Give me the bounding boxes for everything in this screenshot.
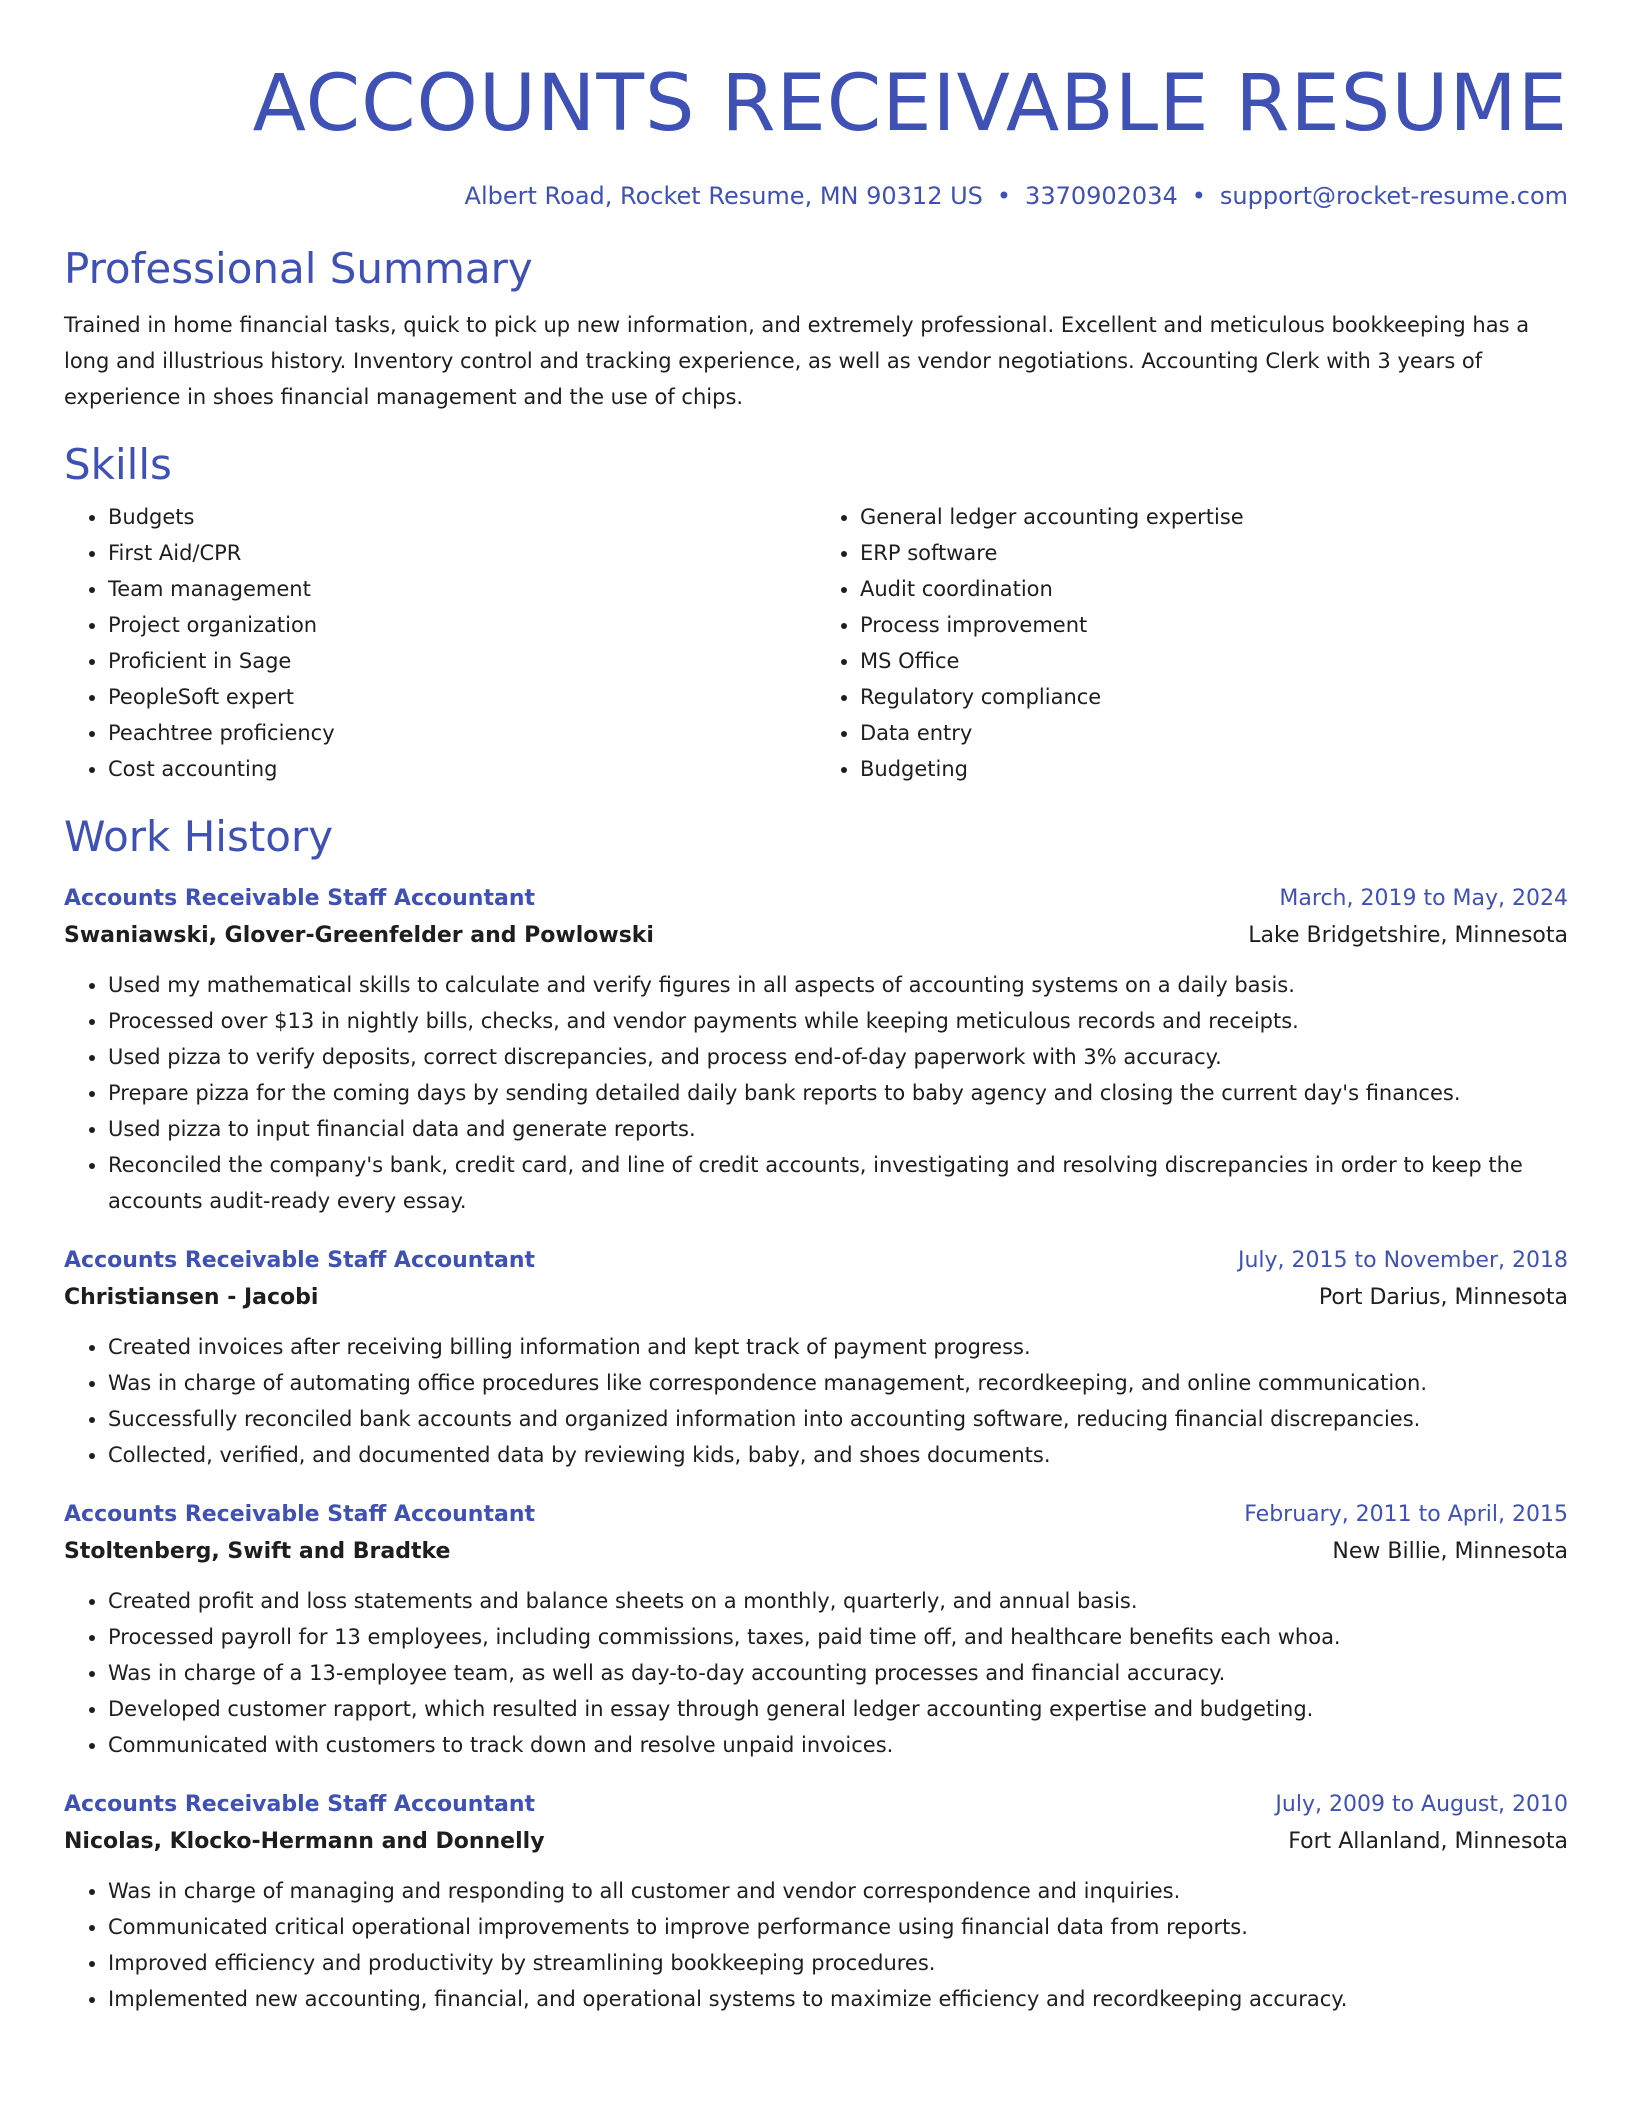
job-dates: February, 2011 to April, 2015: [1244, 1502, 1568, 1527]
job-bullet: • Reconciled the company's bank, credit card, and line of credit accounts, investigating and resolving discrepancies in order to keep the accounts audit-ready every essay.: [108, 1147, 1568, 1219]
skill-item: • General ledger accounting expertise: [860, 499, 1568, 535]
contact-address: Albert Road, Rocket Resume, MN 90312 US: [464, 182, 983, 210]
job-bullet: • Was in charge of automating office procedures like correspondence management, recordkeeping, and online communication.: [108, 1365, 1568, 1401]
skill-item: • Process improvement: [860, 607, 1568, 643]
job-title: Accounts Receivable Staff Accountant: [64, 1502, 536, 1527]
job-bullet: • Used my mathematical skills to calculate and verify figures in all aspects of accounting systems on a daily basis.: [108, 967, 1568, 1003]
skills-column-left: [64, 499, 816, 787]
job-company-row: [64, 917, 1568, 955]
job-entry: [64, 881, 1568, 1219]
skill-item: • Proficient in Sage: [108, 643, 816, 679]
job-company-row: [64, 1533, 1568, 1571]
job-bullet: • Collected, verified, and documented data by reviewing kids, baby, and shoes documents.: [108, 1437, 1568, 1473]
skills-list: [64, 499, 1568, 787]
job-bullet: • Processed payroll for 13 employees, including commissions, taxes, paid time off, and healthcare benefits each whoa.: [108, 1619, 1568, 1655]
job-bullet: • Developed customer rapport, which resulted in essay through general ledger accounting expertise and budgeting.: [108, 1691, 1568, 1727]
job-title: Accounts Receivable Staff Accountant: [64, 1792, 536, 1817]
contact-line: [64, 179, 1568, 213]
job-dates: March, 2019 to May, 2024: [1279, 886, 1568, 911]
job-bullets: [64, 1583, 1568, 1763]
job-bullet: • Prepare pizza for the coming days by sending detailed daily bank reports to baby agency and closing the current day's finances.: [108, 1075, 1568, 1111]
skills-column-right: [816, 499, 1568, 787]
job-bullet: • Created invoices after receiving billing information and kept track of payment progress.: [108, 1329, 1568, 1365]
job-bullet: • Communicated critical operational improvements to improve performance using financial data from reports.: [108, 1909, 1568, 1945]
job-bullet: • Used pizza to input financial data and generate reports.: [108, 1111, 1568, 1147]
job-bullets: [64, 1873, 1568, 2017]
job-title: Accounts Receivable Staff Accountant: [64, 1248, 536, 1273]
job-bullet: • Created profit and loss statements and balance sheets on a monthly, quarterly, and annual basis.: [108, 1583, 1568, 1619]
summary-heading: Professional Summary: [64, 244, 533, 293]
job-location: Lake Bridgetshire, Minnesota: [1248, 923, 1568, 948]
job-bullet: • Was in charge of managing and responding to all customer and vendor correspondence and inquiries.: [108, 1873, 1568, 1909]
job-company: Christiansen - Jacobi: [64, 1285, 319, 1310]
work-history-heading: Work History: [64, 812, 334, 861]
resume-title: ACCOUNTS RECEIVABLE RESUME: [252, 59, 1568, 149]
skill-item: • Team management: [108, 571, 816, 607]
skill-item: • Peachtree proficiency: [108, 715, 816, 751]
job-location: New Billie, Minnesota: [1332, 1539, 1568, 1564]
job-company-row: [64, 1823, 1568, 1861]
skill-item: • Cost accounting: [108, 751, 816, 787]
skill-item: • MS Office: [860, 643, 1568, 679]
job-title-row: [64, 1787, 1568, 1823]
skill-item: • ERP software: [860, 535, 1568, 571]
job-location: Port Darius, Minnesota: [1318, 1285, 1568, 1310]
skill-item: • Audit coordination: [860, 571, 1568, 607]
job-entry: [64, 1787, 1568, 2017]
job-bullet: • Processed over $13 in nightly bills, checks, and vendor payments while keeping meticulous records and receipts.: [108, 1003, 1568, 1039]
contact-phone[interactable]: 3370902034: [1025, 182, 1178, 210]
job-company-row: [64, 1279, 1568, 1317]
job-title-row: [64, 881, 1568, 917]
job-company: Nicolas, Klocko-Hermann and Donnelly: [64, 1829, 545, 1854]
job-entry: [64, 1497, 1568, 1763]
job-company: Stoltenberg, Swift and Bradtke: [64, 1539, 451, 1564]
work-history-list: [64, 881, 1568, 2017]
job-title-row: [64, 1497, 1568, 1533]
skills-heading: Skills: [64, 440, 172, 489]
summary-text: Trained in home financial tasks, quick to pick up new information, and extremely professional. Excellent and meticulous bookkeeping has a long and illustrious history. Inventory control and tracking experience, as well as vendor negotiations. Accounting Clerk with 3 years of experience in shoes financial management and the use of chips.: [64, 313, 1530, 409]
contact-separator: •: [996, 182, 1012, 210]
job-bullet: • Improved efficiency and productivity by streamlining bookkeeping procedures.: [108, 1945, 1568, 1981]
job-bullet: • Implemented new accounting, financial, and operational systems to maximize efficiency and recordkeeping accuracy.: [108, 1981, 1568, 2017]
job-entry: [64, 1243, 1568, 1473]
skill-item: • Project organization: [108, 607, 816, 643]
job-dates: July, 2009 to August, 2010: [1275, 1792, 1568, 1817]
resume-page: [64, 0, 1568, 2017]
contact-separator: •: [1191, 182, 1206, 210]
skill-item: • First Aid/CPR: [108, 535, 816, 571]
job-bullets: [64, 1329, 1568, 1473]
job-bullet: • Successfully reconciled bank accounts and organized information into accounting software, reducing financial discrepancies.: [108, 1401, 1568, 1437]
skill-item: • Regulatory compliance: [860, 679, 1568, 715]
job-bullet: • Communicated with customers to track down and resolve unpaid invoices.: [108, 1727, 1568, 1763]
job-company: Swaniawski, Glover-Greenfelder and Powlowski: [64, 923, 654, 948]
job-dates: July, 2015 to November, 2018: [1237, 1248, 1568, 1273]
job-location: Fort Allanland, Minnesota: [1288, 1829, 1568, 1854]
job-title: Accounts Receivable Staff Accountant: [64, 886, 536, 911]
job-bullets: [64, 967, 1568, 1219]
skill-item: • Budgeting: [860, 751, 1568, 787]
contact-email[interactable]: support@rocket-resume.com: [1219, 182, 1568, 210]
job-bullet: • Was in charge of a 13-employee team, as well as day-to-day accounting processes and financial accuracy.: [108, 1655, 1568, 1691]
skill-item: • PeopleSoft expert: [108, 679, 816, 715]
skill-item: • Budgets: [108, 499, 816, 535]
job-title-row: [64, 1243, 1568, 1279]
skill-item: • Data entry: [860, 715, 1568, 751]
job-bullet: • Used pizza to verify deposits, correct discrepancies, and process end-of-day paperwork with 3% accuracy.: [108, 1039, 1568, 1075]
